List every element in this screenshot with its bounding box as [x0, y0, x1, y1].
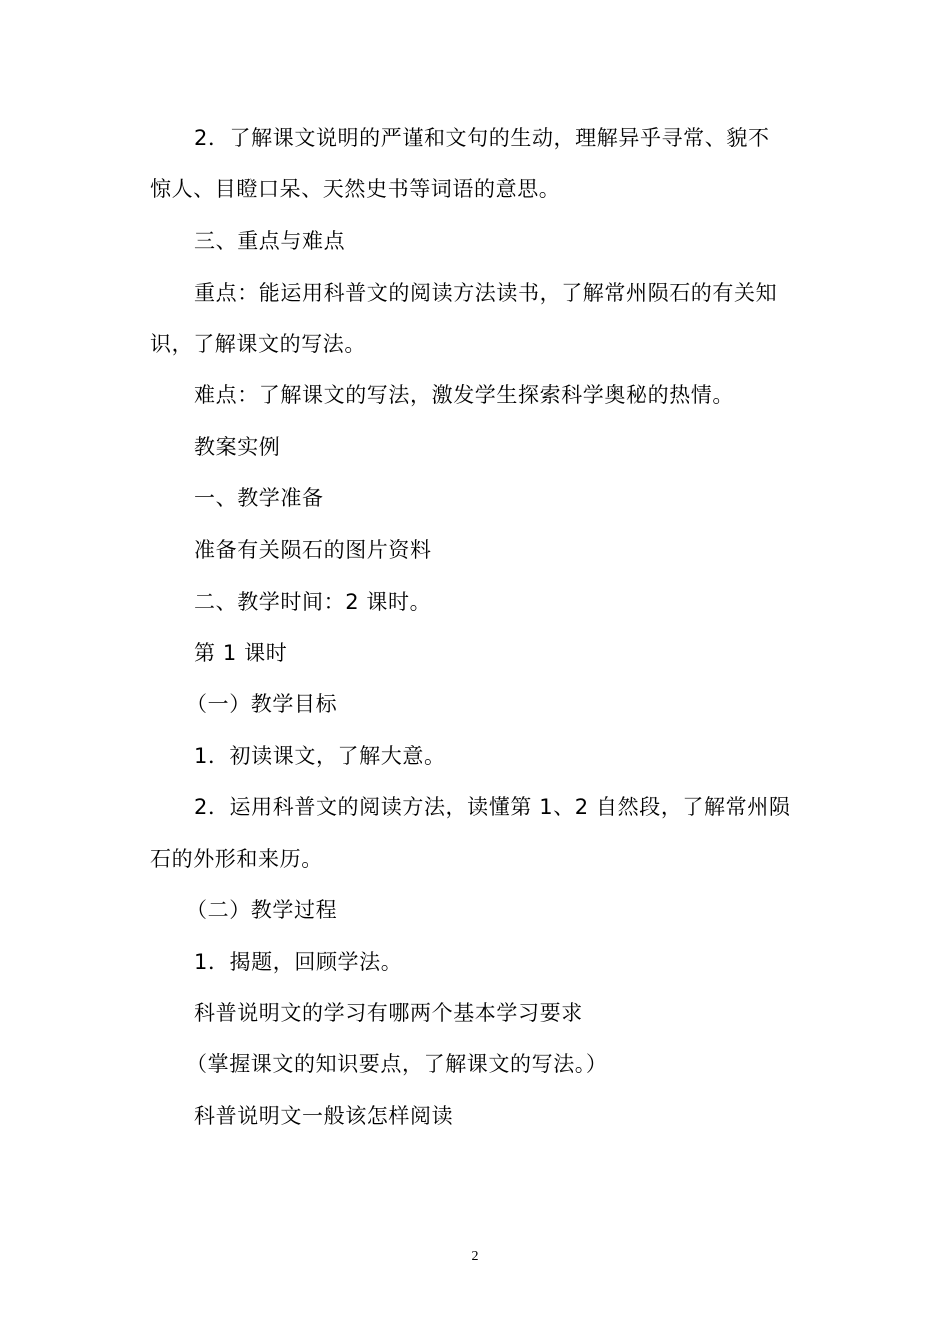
section-heading: 三、重点与难点 [194, 229, 346, 253]
paragraph-line: 石的外形和来历。 [150, 847, 323, 871]
paragraph-line: 准备有关陨石的图片资料 [194, 538, 432, 562]
paragraph-line: 惊人、目瞪口呆、天然史书等词语的意思。 [150, 177, 561, 201]
paragraph-line: 科普说明文的学习有哪两个基本学习要求 [194, 1001, 583, 1025]
section-heading: （二）教学过程 [186, 898, 338, 922]
paragraph-line: 2．了解课文说明的严谨和文句的生动，理解异乎寻常、貌不 [194, 126, 770, 150]
page-number: 2 [471, 1249, 479, 1264]
section-heading: （一）教学目标 [186, 692, 338, 716]
paragraph-line: （掌握课文的知识要点，了解课文的写法。） [186, 1052, 608, 1076]
paragraph-line: 2．运用科普文的阅读方法，读懂第 1、2 自然段，了解常州陨 [194, 795, 791, 819]
paragraph-line: 识，了解课文的写法。 [150, 332, 366, 356]
paragraph-line: 1．揭题，回顾学法。 [194, 950, 403, 974]
paragraph-line: 难点：了解课文的写法，激发学生探索科学奥秘的热情。 [194, 383, 734, 407]
section-heading: 第 1 课时 [194, 641, 288, 665]
paragraph-line: 重点：能运用科普文的阅读方法读书，了解常州陨石的有关知 [194, 281, 778, 305]
section-heading: 教案实例 [194, 435, 281, 459]
paragraph-line: 科普说明文一般该怎样阅读 [194, 1104, 454, 1128]
section-heading: 一、教学准备 [194, 486, 324, 510]
paragraph-line: 1．初读课文，了解大意。 [194, 744, 446, 768]
section-heading: 二、教学时间：2 课时。 [194, 590, 432, 614]
